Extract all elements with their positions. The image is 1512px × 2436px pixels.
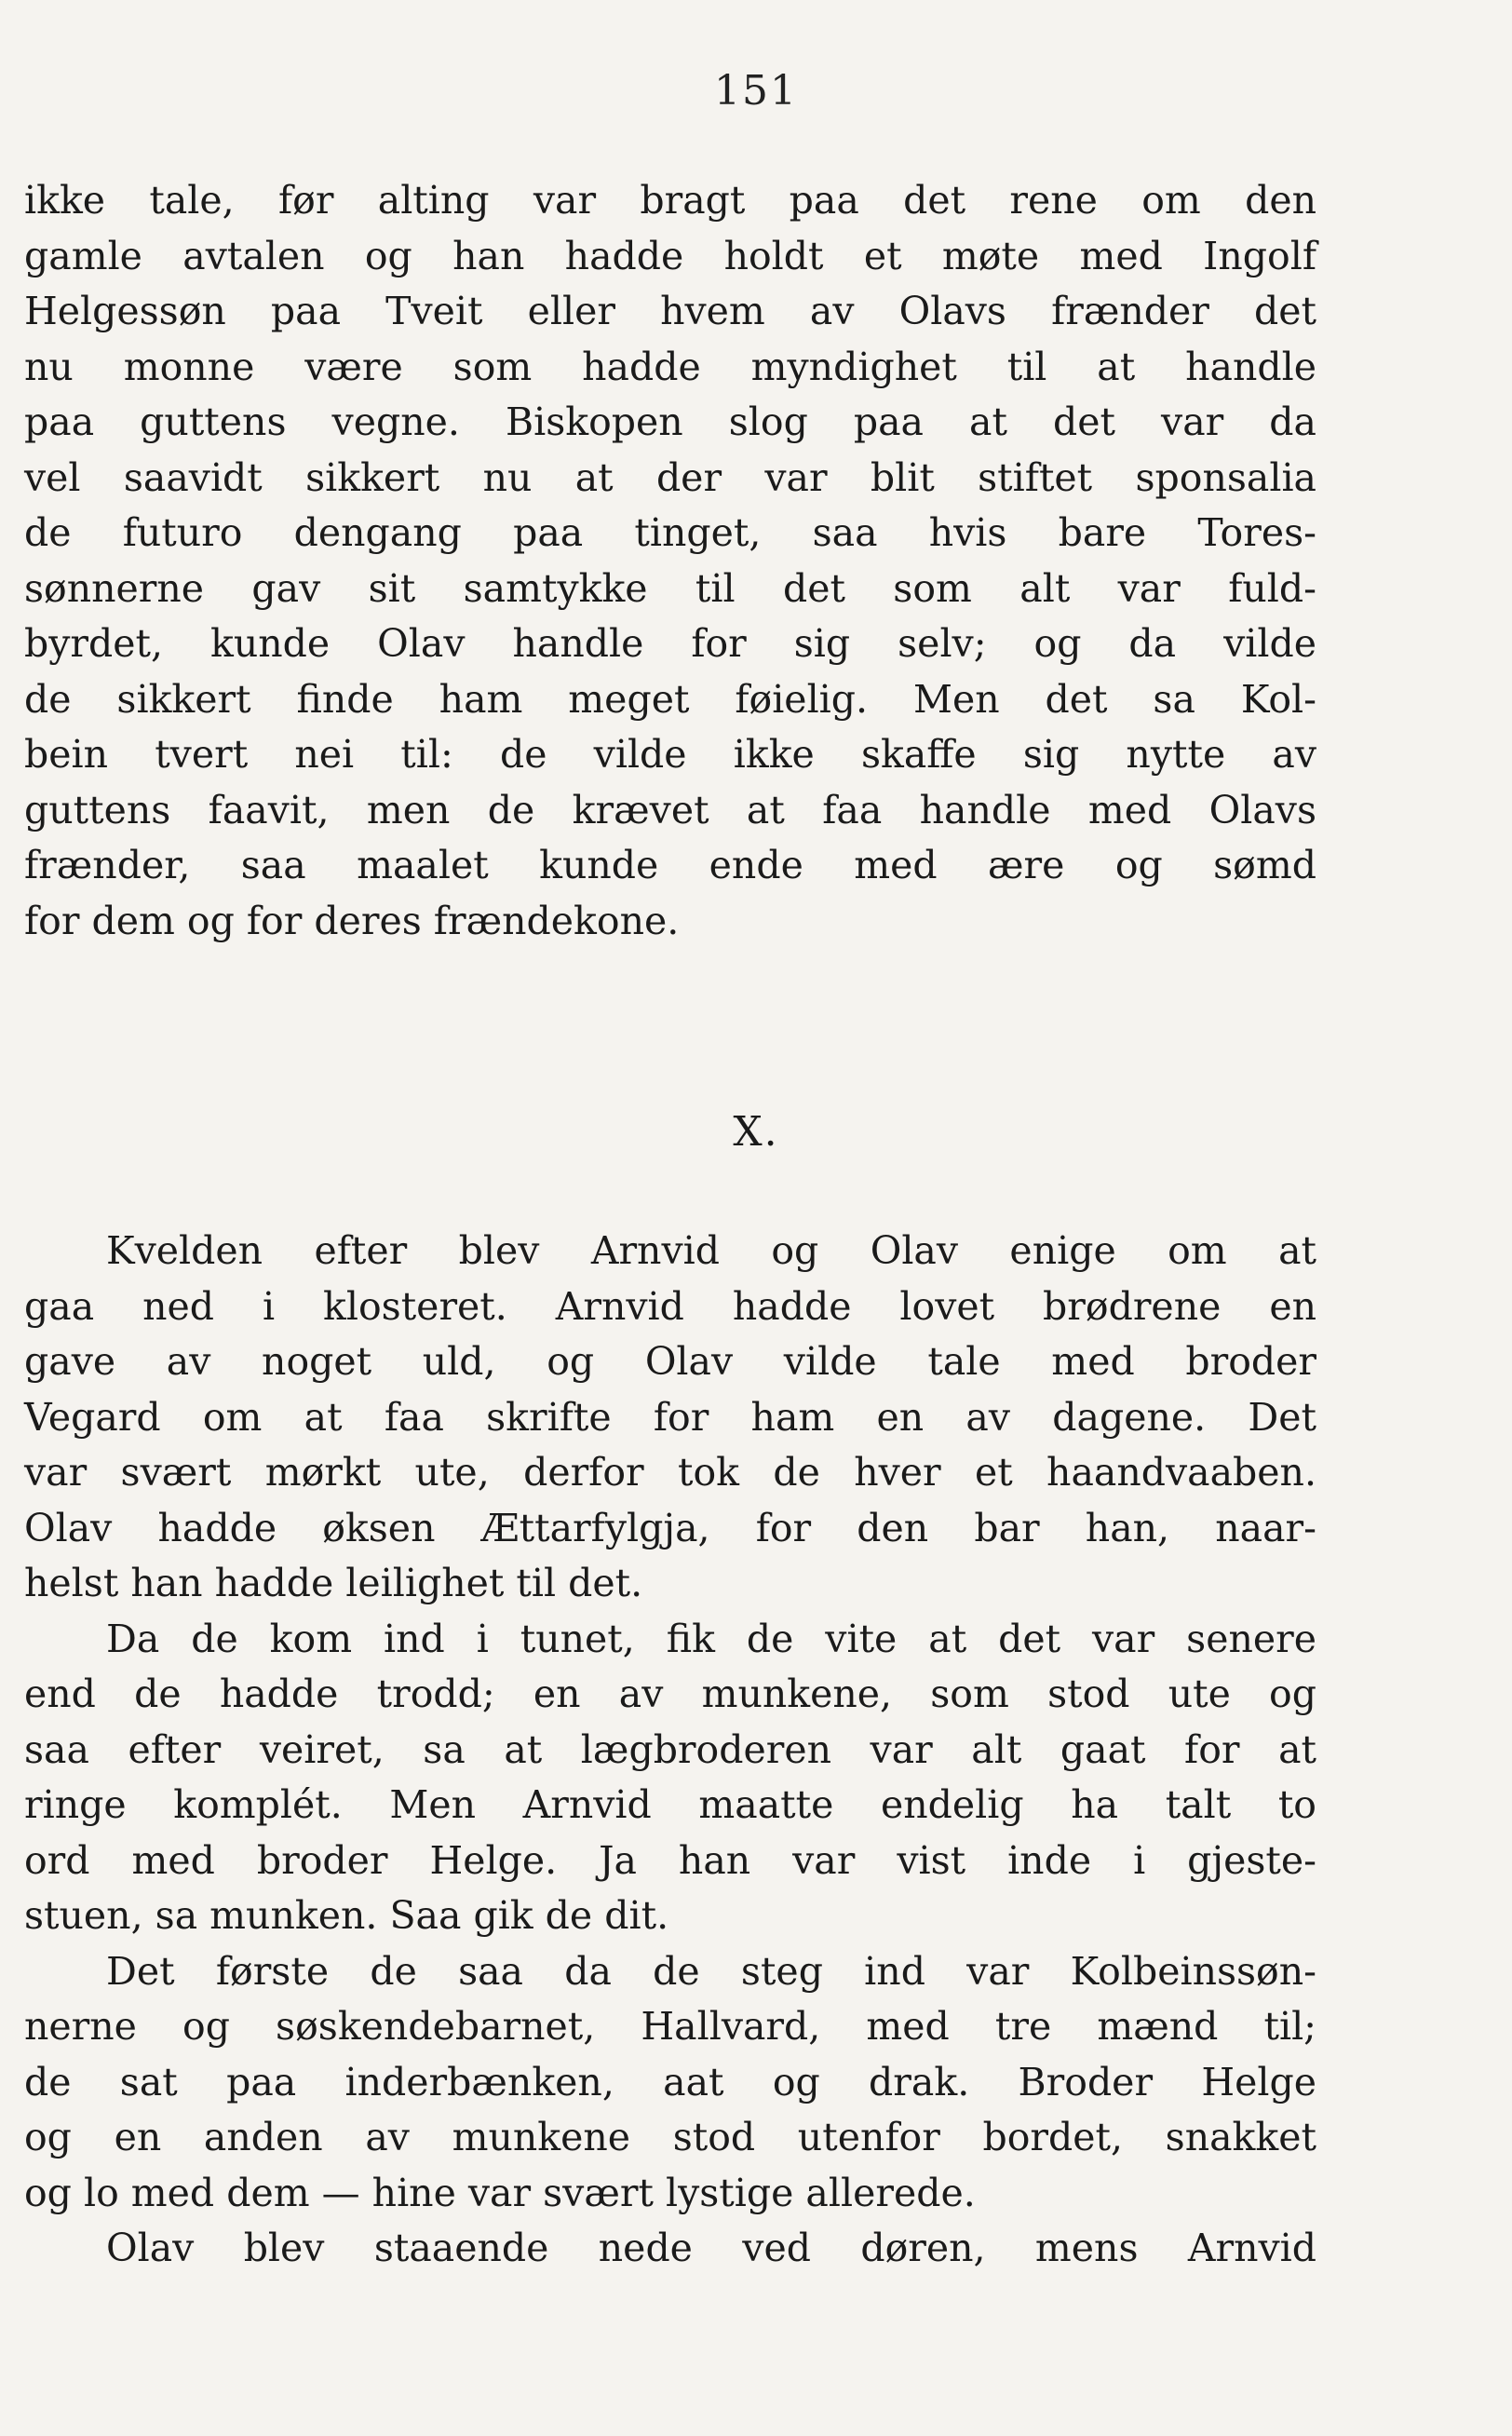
text-line: ord med broder Helge. Ja han var vist inde i gjeste- [24,1837,1316,1883]
text-line: Olav hadde øksen Ættarfylgja, for den bar han, naar- [24,1505,1316,1550]
text-line: sønnerne gav sit samtykke til det som alt var fuld- [24,565,1316,611]
text-line: de sikkert finde ham meget føielig. Men det sa Kol- [24,676,1316,722]
text-line: ikke tale, før alting var bragt paa det rene om den [24,178,1316,223]
text-line: Olav blev staaende nede ved døren, mens Arnvid [106,2226,1316,2270]
text-line: guttens faavit, men de krævet at faa handle med Olavs [24,787,1316,832]
text-line: vel saavidt sikkert nu at der var blit stiftet sponsalia [24,454,1316,500]
text-line: Vegard om at faa skrifte for ham en av dagene. Det [24,1394,1316,1440]
text-line: de futuro dengang paa tinget, saa hvis bare Tores- [24,510,1316,555]
text-line: helst han hadde leilighet til det. [24,1561,643,1605]
text-line: end de hadde trodd; en av munkene, som stod ute og [24,1671,1316,1716]
text-line: Kvelden efter blev Arnvid og Olav enige om at [106,1228,1316,1273]
text-line: frænder, saa maalet kunde ende med ære og sømd [24,843,1316,887]
paragraph-2 [24,1224,1316,1612]
text-line: for dem og for deres frændekone. [24,898,680,943]
paragraph-3 [24,1612,1316,1944]
text-line: bein tvert nei til: de vilde ikke skaffe sig nytte av [24,732,1316,777]
text-line: Det første de saa da de steg ind var Kolbeinssøn- [106,1948,1316,1994]
text-line: Helgessøn paa Tveit eller hvem av Olavs frænder det [24,289,1316,333]
text-line: gamle avtalen og han hadde holdt et møte med Ingolf [24,233,1316,278]
text-line: saa efter veiret, sa at lægbroderen var alt gaat for at [24,1726,1316,1772]
text-line: de sat paa inderbænken, aat og drak. Broder Helge [24,2059,1316,2104]
chapter-heading: X. [733,1108,779,1156]
page-number: 151 [714,67,798,115]
paragraph-4 [24,1944,1316,2222]
text-line: Da de kom ind i tunet, fik de vite at det var senere [106,1616,1316,1661]
text-line: stuen, sa munken. Saa gik de dit. [24,1893,669,1938]
text-line: og lo med dem — hine var svært lystige allerede. [24,2170,976,2215]
text-line: byrdet, kunde Olav handle for sig selv; og da vilde [24,621,1316,666]
text-line: nerne og søskendebarnet, Hallvard, med tre mænd til; [24,2004,1316,2049]
text-line: nu monne være som hadde myndighet til at handle [24,344,1316,389]
chapter-body [24,1224,1316,2277]
text-line: og en anden av munkene stod utenfor bordet, snakket [24,2115,1316,2159]
text-line: paa guttens vegne. Biskopen slog paa at det var da [24,399,1316,444]
text-line: gaa ned i klosteret. Arnvid hadde lovet brødrene en [24,1283,1316,1329]
paragraph-1 [24,173,1316,949]
paragraph-5 [24,2221,1316,2277]
text-line: gave av noget uld, og Olav vilde tale med broder [24,1339,1316,1384]
text-line: var svært mørkt ute, derfor tok de hver et haandvaaben. [24,1450,1316,1495]
text-line: ringe komplét. Men Arnvid maatte endelig ha talt to [24,1782,1316,1827]
